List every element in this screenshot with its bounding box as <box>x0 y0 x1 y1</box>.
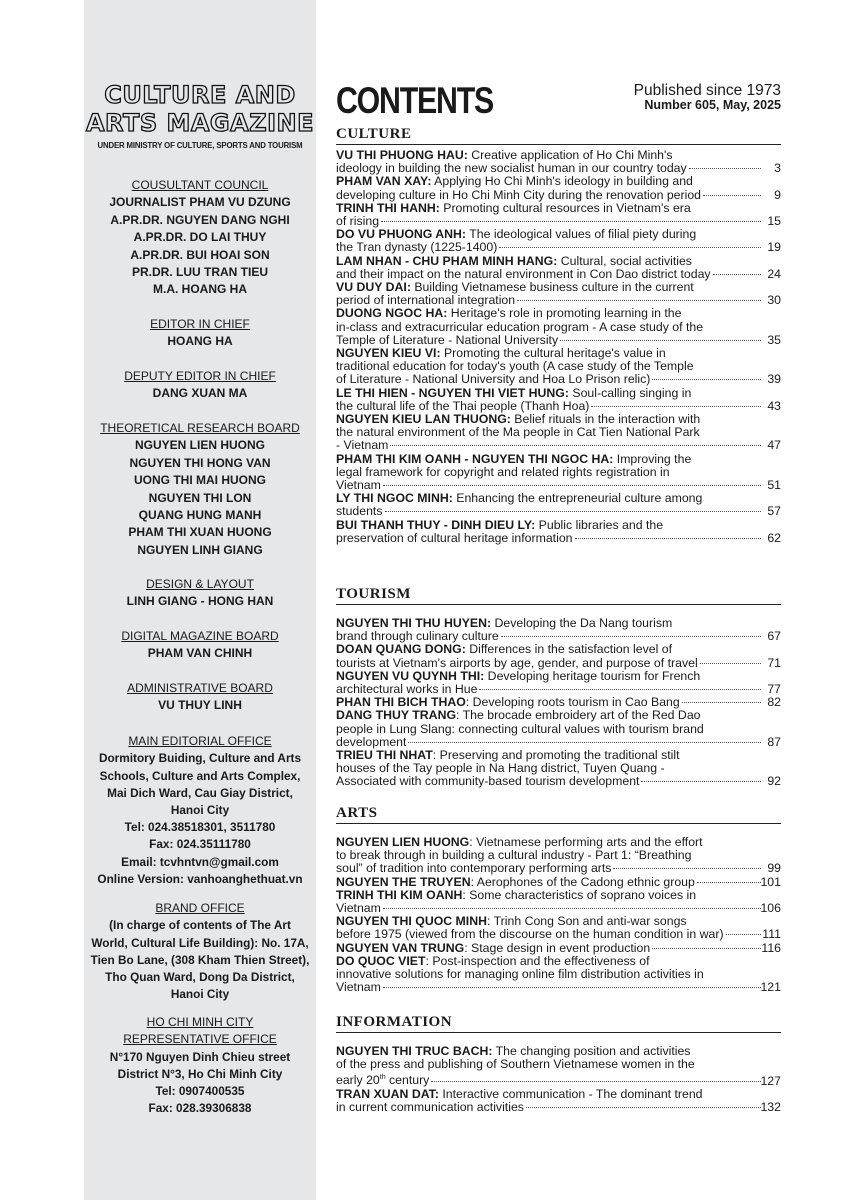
brand-office-line: (In charge of contents of The Art <box>109 918 291 933</box>
toc-entry[interactable] <box>336 749 781 789</box>
leader-dots <box>560 340 761 341</box>
entry-line <box>336 1088 763 1101</box>
entry-title: Public libraries and the <box>535 517 664 532</box>
issue-number: Number 605, May, 2025 <box>644 98 781 112</box>
entry-line <box>336 889 763 902</box>
section-tourism <box>336 586 781 789</box>
board-member: NGUYEN LINH GIANG <box>137 542 263 557</box>
leader-dots <box>652 379 761 380</box>
entry-author: NGUYEN KIEU VI: <box>336 346 441 361</box>
main-office-line: Hanoi City <box>170 803 230 818</box>
entry-line <box>336 255 763 268</box>
design-layout <box>84 576 316 611</box>
entry-title: : Trinh Cong Son and anti-war songs <box>486 914 687 929</box>
digital-board-heading: DIGITAL MAGAZINE BOARD <box>121 629 279 643</box>
entry-line <box>336 1071 763 1087</box>
entry-author: LAM NHAN - CHU PHAM MINH HANG: <box>336 253 558 268</box>
entry-title: Applying Ho Chi Minh's ideology in building and <box>431 174 693 189</box>
page-number: 39 <box>767 372 781 387</box>
entry-title: Vietnam <box>336 478 381 493</box>
page-number: 43 <box>767 398 781 413</box>
entry-title: the cultural life of the Thai people (Thanh Hoa) <box>336 398 590 413</box>
entry-author: VU DUY DAI: <box>336 280 411 295</box>
entry-author: NGUYEN VAN TRUNG <box>336 940 465 955</box>
page-number: 92 <box>767 774 781 789</box>
board-member: NGUYEN THI LON <box>148 490 252 505</box>
entry-line <box>336 175 763 188</box>
page-number: 19 <box>767 240 781 255</box>
entry-title: Promoting the cultural heritage's value in <box>440 346 666 361</box>
entry-title: to break through in building a cultural industry - Part 1: “Breathing <box>336 848 692 863</box>
toc-entry[interactable] <box>336 149 781 175</box>
entry-title: tourists at Vietnam's airports by age, gender, and purpose of travel <box>336 655 698 670</box>
toc-entry[interactable] <box>336 255 781 281</box>
page-number: 35 <box>767 332 781 347</box>
deputy-editor <box>84 368 316 403</box>
section-heading: TOURISM <box>336 586 781 605</box>
published-since: Published since 1973 <box>633 82 781 99</box>
page-number: 15 <box>767 214 781 229</box>
leader-dots <box>431 1081 761 1082</box>
page-number: 87 <box>767 734 781 749</box>
entry-title: and their impact on the natural environment in Con Dao district today <box>336 266 711 281</box>
section-arts <box>336 805 781 994</box>
entry-title: architectural works in Hue <box>336 682 478 697</box>
magazine-title-line2: ARTS MAGAZINE <box>85 109 315 137</box>
leader-dots <box>652 948 761 949</box>
entry-line <box>336 426 763 439</box>
leader-dots <box>381 221 761 222</box>
entry-title: Developing heritage tourism for French <box>484 668 701 683</box>
page-number: 77 <box>767 682 781 697</box>
toc-entry[interactable] <box>336 281 781 307</box>
council-member: M.A. HOANG HA <box>153 282 247 297</box>
entry-author: NGUYEN THI TRUC BACH: <box>336 1044 493 1058</box>
page-number: 71 <box>767 655 781 670</box>
toc-entry[interactable] <box>336 519 781 545</box>
entry-title: traditional education for today's youth (A case study of the Temple <box>336 359 694 374</box>
entry-author: NGUYEN KIEU LAN THUONG: <box>336 412 511 427</box>
entry-author: PHAN THI BICH THAO <box>336 695 466 710</box>
leader-dots <box>641 781 761 782</box>
entry-title: legal framework for copyright and related rights registration in <box>336 464 670 479</box>
entry-author: LE THI HIEN - NGUYEN THI VIET HUNG: <box>336 385 569 400</box>
council-member: A.PR.DR. NGUYEN DANG NGHI <box>110 212 290 227</box>
page-number: 62 <box>767 530 781 545</box>
entry-title: Improving the <box>613 451 692 466</box>
toc-entry[interactable] <box>336 915 781 941</box>
leader-dots <box>408 742 761 743</box>
entry-title: Cultural, social activities <box>557 253 692 268</box>
toc-entry[interactable] <box>336 228 781 254</box>
toc-entry[interactable] <box>336 347 781 387</box>
board-member: NGUYEN LIEN HUONG <box>134 438 265 453</box>
section-heading: CULTURE <box>336 126 781 145</box>
hcm-office <box>84 1014 316 1118</box>
entry-title: students <box>336 504 383 519</box>
toc-entry[interactable] <box>336 670 781 696</box>
magazine-subtitle: UNDER MINISTRY OF CULTURE, SPORTS AND TOURISM <box>97 141 303 150</box>
entry-title: : Vietnamese performing arts and the effort <box>469 835 703 849</box>
leader-dots <box>479 689 761 690</box>
entry-title: people in Lung Slang: connecting cultural values with tourism brand <box>336 721 704 736</box>
digital-board-member: PHAM VAN CHINH <box>147 646 253 661</box>
page-number: 3 <box>774 161 781 176</box>
brand-office-line: World, Cultural Life Building): No. 17A, <box>91 935 309 950</box>
main-office-line: Tel: 024.38518301, 3511780 <box>124 820 276 835</box>
leader-dots <box>385 511 762 512</box>
entry-line <box>336 466 763 479</box>
entry-line <box>336 1101 763 1114</box>
consultant-council <box>84 177 316 299</box>
hcm-office-line: Fax: 028.39306838 <box>148 1101 252 1116</box>
page-number: 51 <box>767 478 781 493</box>
hcm-office-line: N°170 Nguyen Dinh Chieu street <box>109 1049 291 1064</box>
toc-entry[interactable] <box>336 955 781 995</box>
entry-title: : Aerophones of the Cadong ethnic group <box>470 874 695 889</box>
entry-title: of rising <box>336 214 380 229</box>
masthead-sidebar <box>84 0 316 1200</box>
council-member: PR.DR. LUU TRAN TIEU <box>132 265 268 280</box>
leader-dots <box>703 195 761 196</box>
entry-title: ideology in building the new socialist human in our country today <box>336 161 687 176</box>
entry-title: period of international integration <box>336 293 516 308</box>
research-board-heading: THEORETICAL RESEARCH BOARD <box>100 421 300 435</box>
entry-title: Building Vietnamese business culture in the current <box>410 280 694 295</box>
editor-in-chief <box>84 316 316 351</box>
page-number: 101 <box>760 874 781 889</box>
toc-entry[interactable] <box>336 836 781 876</box>
entry-author: LY THI NGOC MINH: <box>336 491 453 506</box>
magazine-title-line1: CULTURE AND <box>104 81 296 109</box>
entry-title: Enhancing the entrepreneurial culture among <box>452 491 703 506</box>
entry-author: NGUYEN THI THU HUYEN: <box>336 616 492 630</box>
entry-title: Creative application of Ho Chi Minh's <box>467 148 673 162</box>
main-office-line: Dormitory Buiding, Culture and Arts <box>98 751 302 766</box>
page-number: 121 <box>760 980 781 995</box>
research-board <box>84 420 316 559</box>
page-number: 116 <box>761 940 781 955</box>
editor-name: HOANG HA <box>167 334 233 349</box>
entry-title: the natural environment of the Ma people in Cat Tien National Park <box>336 425 700 440</box>
council-member: A.PR.DR. DO LAI THUY <box>133 230 267 245</box>
page-number: 106 <box>760 901 781 916</box>
entry-title: Vietnam <box>336 980 381 995</box>
entry-title: : The brocade embroidery art of the Red Dao <box>456 708 701 723</box>
entry-author: DOAN QUANG DONG: <box>336 642 466 657</box>
entry-line <box>336 519 763 532</box>
toc-entry[interactable] <box>336 1045 781 1088</box>
entry-title: of the press and publishing of Southern Vietnamese women in the <box>336 1057 695 1072</box>
entry-author: DANG THUY TRANG <box>336 708 457 723</box>
brand-office-line: Tien Bo Lane, (308 Kham Thien Street), <box>90 952 310 967</box>
entry-list <box>336 149 781 545</box>
entry-line <box>336 202 763 215</box>
entry-line <box>336 387 763 400</box>
leader-dots <box>383 485 761 486</box>
hcm-office-heading: HO CHI MINH CITY <box>146 1015 254 1029</box>
toc-entry[interactable] <box>336 889 781 915</box>
hcm-office-line: Tel: 0907400535 <box>155 1084 245 1099</box>
entry-title: : Developing roots tourism in Cao Bang <box>465 695 680 710</box>
page-number: 99 <box>767 861 781 876</box>
leader-dots <box>526 1107 761 1108</box>
toc-entry[interactable] <box>336 202 781 228</box>
entry-title: developing culture in Ho Chi Minh City during the renovation period <box>336 187 702 202</box>
entry-author: NGUYEN LIEN HUONG <box>336 835 470 849</box>
entry-author: VU THI PHUONG HAU: <box>336 148 468 162</box>
entry-title: Associated with community-based tourism development <box>336 774 640 789</box>
entry-title: in current communication activities <box>336 1099 524 1114</box>
page-number: 30 <box>767 293 781 308</box>
entry-title: the Tran dynasty (1225-1400) <box>336 240 498 255</box>
entry-author: TRINH THI HANH: <box>336 200 440 215</box>
entry-title: in-class and extracurricular education program - A case study of the <box>336 319 704 334</box>
council-member: JOURNALIST PHAM VU DZUNG <box>109 195 291 210</box>
entry-line <box>336 1058 763 1071</box>
leader-dots <box>682 702 761 703</box>
entry-author: BUI THANH THUY - DINH DIEU LY: <box>336 517 536 532</box>
entry-title: The changing position and activities <box>492 1044 691 1058</box>
brand-office-line: Hanoi City <box>170 987 230 1002</box>
main-office-line: Schools, Culture and Arts Complex, <box>99 768 301 783</box>
section-culture <box>336 126 781 545</box>
section-heading: INFORMATION <box>336 1014 781 1033</box>
entry-title: houses of the Tay people in Na Hang district, Tuyen Quang - <box>336 761 665 776</box>
entry-title: Soul-calling singing in <box>568 385 692 400</box>
entry-title: brand through culinary culture <box>336 629 499 644</box>
page-number: 132 <box>760 1099 781 1114</box>
entry-author: TRINH THI KIM OANH <box>336 887 463 902</box>
toc-entry[interactable] <box>336 1088 781 1114</box>
entry-title: The ideological values of filial piety during <box>466 227 697 242</box>
entry-title: Belief rituals in the interaction with <box>510 412 701 427</box>
entry-title: Heritage's role in promoting learning in the <box>447 306 682 321</box>
entry-line <box>336 981 763 994</box>
toc-entry[interactable] <box>336 387 781 413</box>
entry-list <box>336 836 781 994</box>
page-number: 82 <box>767 695 781 710</box>
entry-title: Developing the Da Nang tourism <box>491 616 673 630</box>
entry-author: DUONG NGOC HA: <box>336 306 448 321</box>
entry-author: PHAM THI KIM OANH - NGUYEN THI NGOC HA: <box>336 451 614 466</box>
leader-dots <box>697 882 761 883</box>
entry-title: Vietnam <box>336 901 381 916</box>
admin-board-member: VU THUY LINH <box>158 698 242 713</box>
section-information <box>336 1014 781 1114</box>
admin-board-heading: ADMINISTRATIVE BOARD <box>127 681 273 695</box>
entry-title: soul” of tradition into contemporary performing arts <box>336 861 612 876</box>
hcm-office-line: District N°3, Ho Chi Minh City <box>117 1067 283 1082</box>
entry-title: - Vietnam <box>336 438 389 453</box>
entry-line <box>336 968 763 981</box>
entry-line <box>336 775 763 788</box>
main-office-line: Online Version: vanhoanghethuat.vn <box>97 871 303 886</box>
toc-entry[interactable] <box>336 492 781 518</box>
deputy-editor-heading: DEPUTY EDITOR IN CHIEF <box>124 369 276 383</box>
leader-dots <box>591 406 761 407</box>
editor-in-chief-heading: EDITOR IN CHIEF <box>150 317 250 331</box>
entry-title: : Post-inspection and the effectiveness of <box>425 953 650 968</box>
entry-list <box>336 1045 781 1114</box>
leader-dots <box>700 663 761 664</box>
entry-title: development <box>336 734 407 749</box>
entry-title: of Literature - National University and Hoa Lo Prison relic) <box>336 372 651 387</box>
entry-line <box>336 643 763 656</box>
page-number: 9 <box>774 187 781 202</box>
designer-names: LINH GIANG - HONG HAN <box>126 594 274 609</box>
entry-list <box>336 617 781 789</box>
main-office-line: Mai Dich Ward, Cau Giay District, <box>107 785 293 800</box>
leader-dots <box>713 274 761 275</box>
contents-title: CONTENTS <box>336 80 494 121</box>
brand-office-heading: BRAND OFFICE <box>155 901 245 915</box>
board-member: QUANG HUNG MANH <box>138 508 262 523</box>
admin-board <box>84 680 316 715</box>
entry-title: : Stage design in event production <box>464 940 651 955</box>
board-member: PHAM THI XUAN HUONG <box>128 525 272 540</box>
entry-author: TRAN XUAN DAT: <box>336 1086 439 1101</box>
hcm-office-heading-2: REPRESENTATIVE OFFICE <box>123 1032 277 1047</box>
page-number: 57 <box>767 504 781 519</box>
toc-entry[interactable] <box>336 643 781 669</box>
leader-dots <box>517 300 761 301</box>
toc-entry[interactable] <box>336 453 781 493</box>
main-office-heading: MAIN EDITORIAL OFFICE <box>128 734 272 748</box>
page-number: 47 <box>767 438 781 453</box>
leader-dots <box>499 247 761 248</box>
entry-author: NGUYEN THE TRUYEN <box>336 874 471 889</box>
main-office-line: Email: tcvhntvn@gmail.com <box>121 854 279 869</box>
brand-office-line: Tho Quan Ward, Dong Da District, <box>105 970 295 985</box>
main-editorial-office <box>84 733 316 888</box>
entry-line <box>336 723 763 736</box>
entry-author: DO VU PHUONG ANH: <box>336 227 467 242</box>
leader-dots <box>383 908 761 909</box>
consultant-council-heading: COUSULTANT COUNCIL <box>131 178 269 192</box>
toc-entry[interactable] <box>336 307 781 347</box>
council-member: A.PR.DR. BUI HOAI SON <box>130 247 270 262</box>
entry-title: Temple of Literature - National University <box>336 332 559 347</box>
entry-author: DO QUOC VIET <box>336 953 426 968</box>
board-member: UONG THI MAI HUONG <box>134 473 266 488</box>
leader-dots <box>390 445 761 446</box>
entry-title: : Preserving and promoting the traditional stilt <box>432 748 680 763</box>
toc-entry[interactable] <box>336 413 781 453</box>
entry-author: TRIEU THI NHAT <box>336 748 433 763</box>
entry-title: innovative solutions for managing online film distribution activities in <box>336 967 704 982</box>
board-member: NGUYEN THI HONG VAN <box>129 455 271 470</box>
leader-dots <box>575 538 762 539</box>
entry-author: PHAM VAN XAY: <box>336 174 432 189</box>
entry-line <box>336 532 763 545</box>
deputy-editor-name: DANG XUAN MA <box>152 386 248 401</box>
leader-dots <box>383 987 761 988</box>
entry-line <box>336 321 763 334</box>
page-number: 67 <box>767 629 781 644</box>
entry-title: Interactive communication - The dominant trend <box>438 1086 703 1101</box>
brand-office <box>84 900 316 1003</box>
section-heading: ARTS <box>336 805 781 824</box>
leader-dots <box>689 168 761 169</box>
entry-title: : Some characteristics of soprano voices in <box>462 887 697 902</box>
entry-title: before 1975 (viewed from the discourse on the human condition in war) <box>336 927 724 942</box>
leader-dots <box>613 868 761 869</box>
entry-title: early 20th century <box>336 1073 430 1088</box>
toc-entry[interactable] <box>336 175 781 201</box>
page-number: 24 <box>767 266 781 281</box>
toc-entry[interactable] <box>336 617 781 643</box>
leader-dots <box>501 636 761 637</box>
page-number: 127 <box>760 1073 781 1088</box>
main-office-line: Fax: 024.35111780 <box>149 837 251 852</box>
design-layout-heading: DESIGN & LAYOUT <box>146 577 254 591</box>
page-number: 111 <box>762 927 781 942</box>
entry-author: NGUYEN THI QUOC MINH <box>336 914 487 929</box>
entry-author: NGUYEN VU QUYNH THI: <box>336 668 485 683</box>
leader-dots <box>726 934 761 935</box>
toc-entry[interactable] <box>336 709 781 749</box>
entry-line <box>336 492 763 505</box>
entry-title: preservation of cultural heritage information <box>336 530 573 545</box>
entry-title: Differences in the satisfaction level of <box>465 642 672 657</box>
entry-title: Promoting cultural resources in Vietnam's era <box>439 200 691 215</box>
digital-board <box>84 628 316 663</box>
